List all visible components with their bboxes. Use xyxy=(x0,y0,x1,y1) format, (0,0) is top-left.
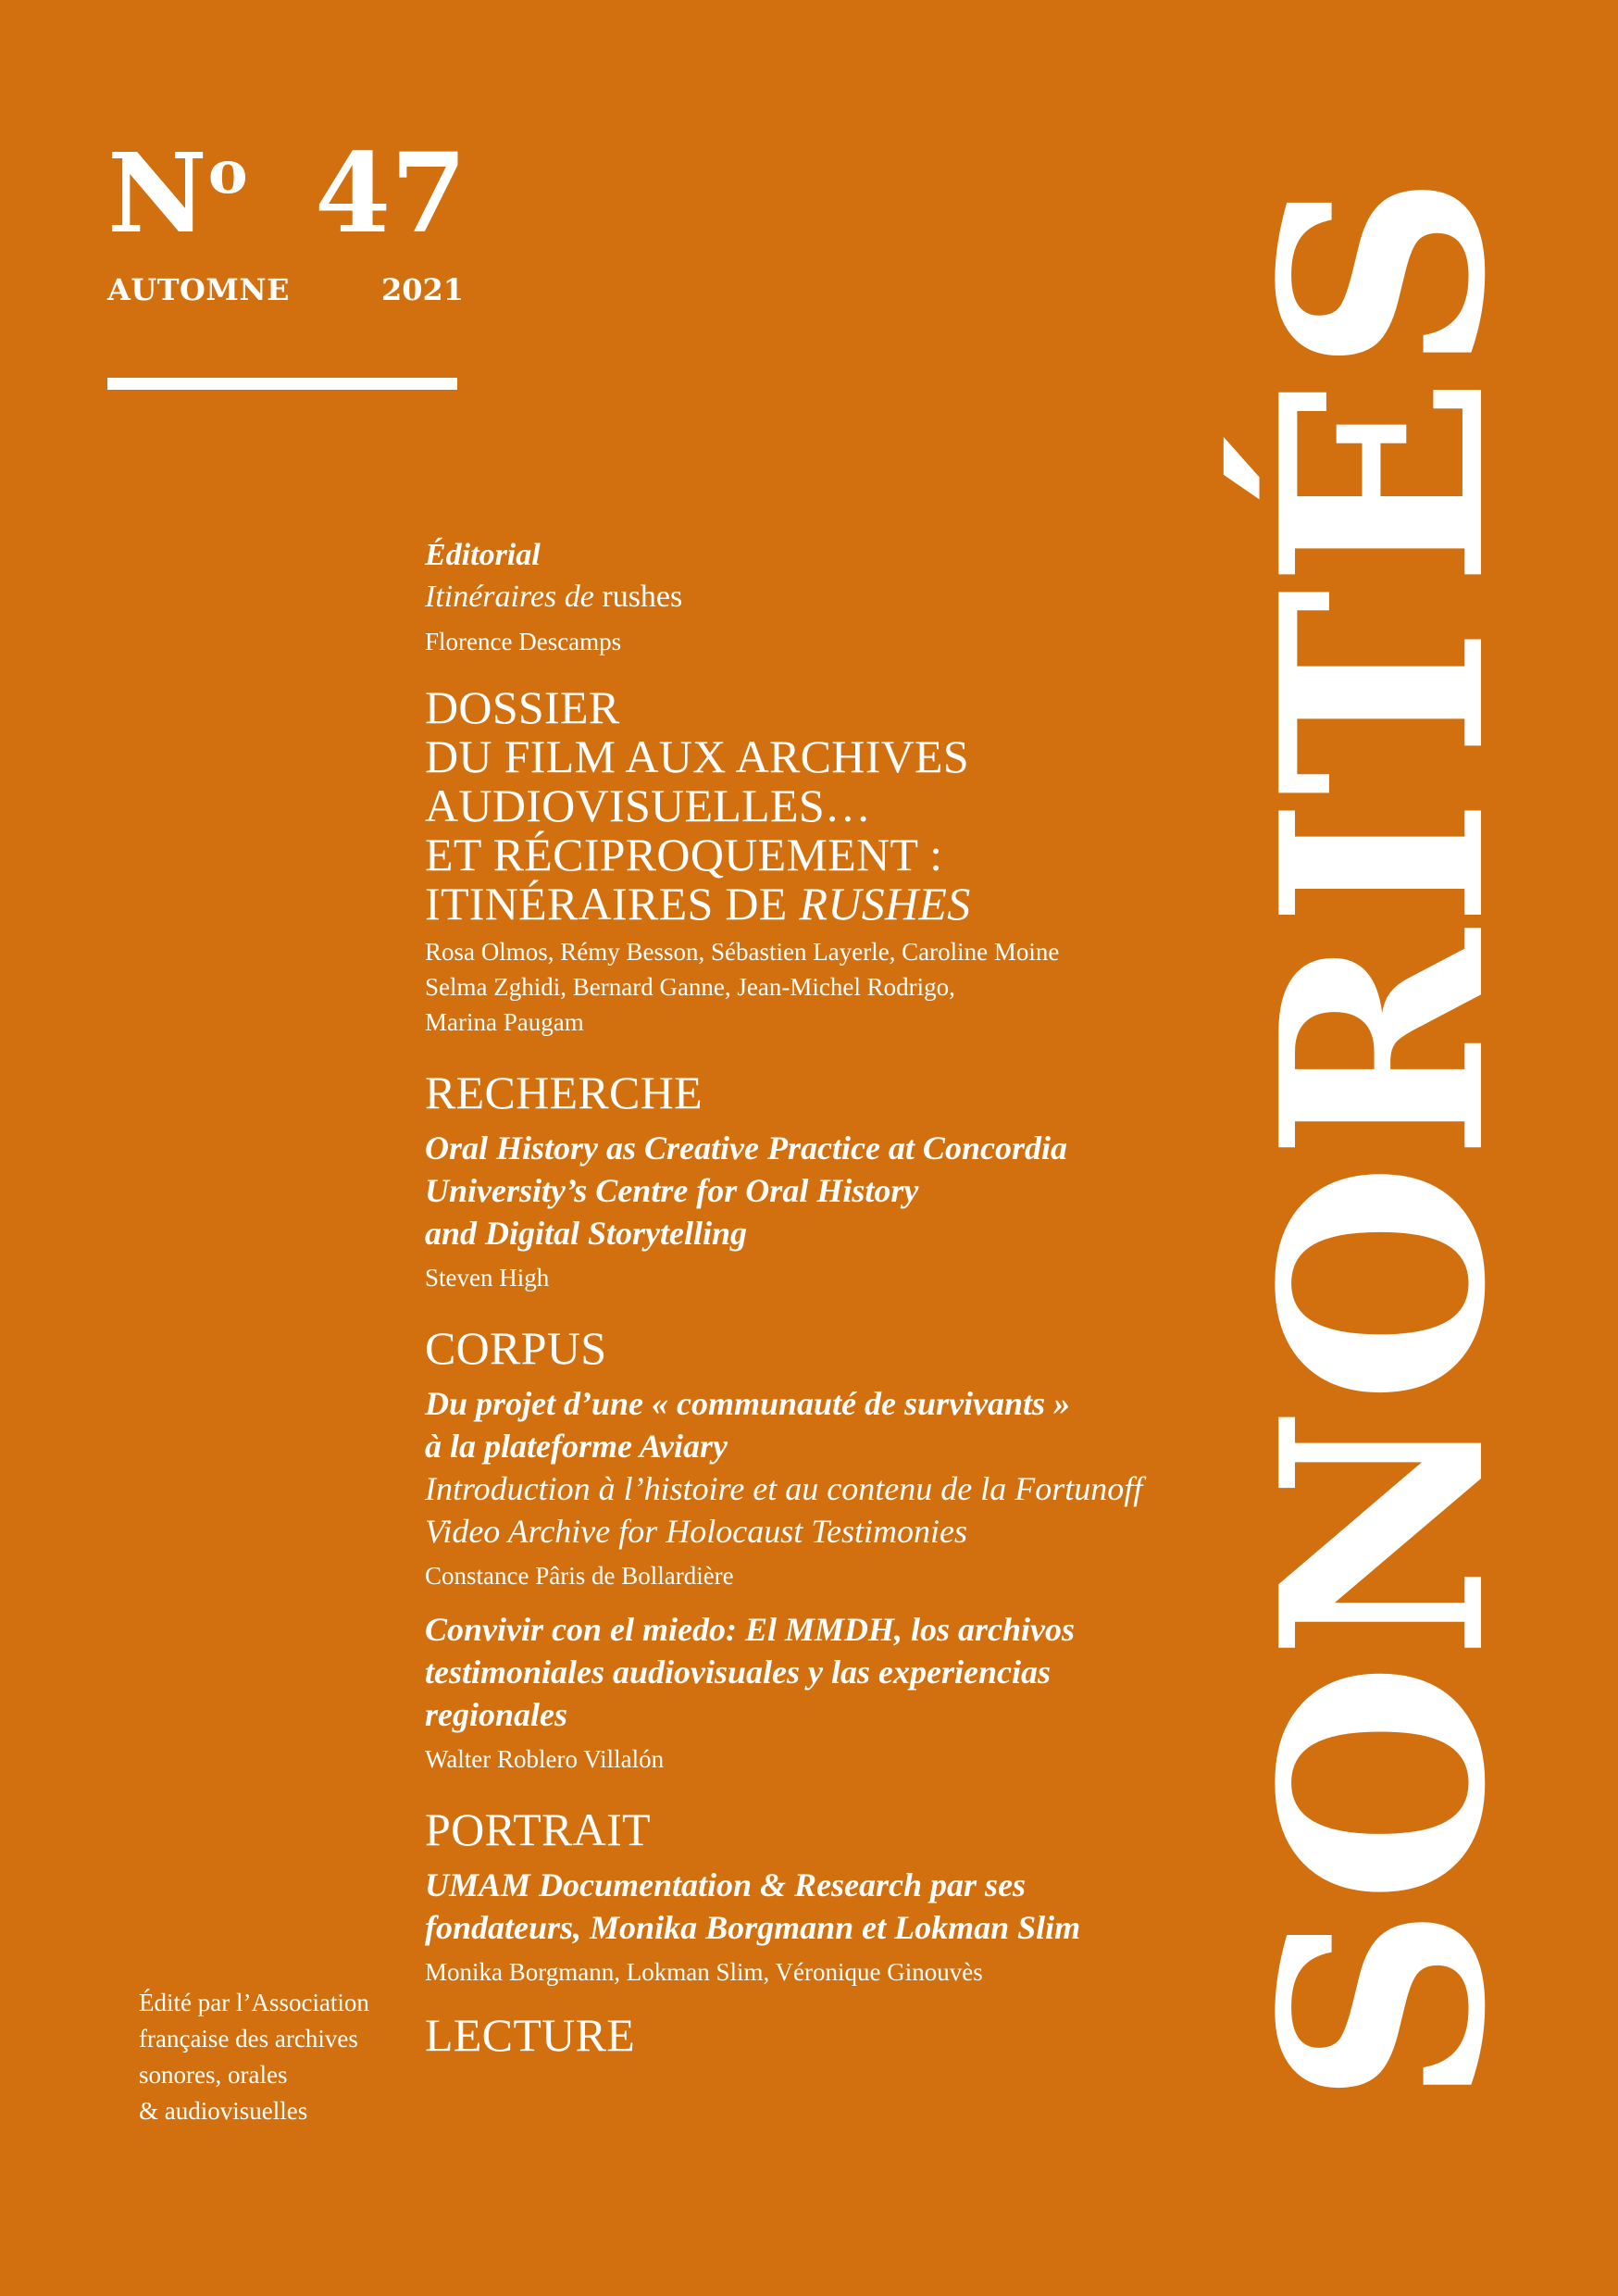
portrait-title-line: fondateurs, Monika Borgmann et Lokman Slim xyxy=(425,1909,1081,1946)
corpus-article1-title-line: Du projet d’une « communauté de survivants » xyxy=(425,1385,1071,1422)
dossier-title-line: AUDIOVISUELLES… xyxy=(425,780,872,831)
corpus-heading: CORPUS xyxy=(425,1322,607,1374)
corpus-article1-subtitle-line: Video Archive for Holocaust Testimonies xyxy=(425,1513,967,1550)
corpus-article1-author: Constance Pâris de Bollardière xyxy=(425,1562,734,1590)
dossier-title-line: ITINÉRAIRES DE RUSHES xyxy=(425,878,971,930)
corpus-article2-title-line: testimoniales audiovisuales y las experiencias xyxy=(425,1653,1051,1691)
dossier-authors xyxy=(425,934,1184,1040)
portrait-author: Monika Borgmann, Lokman Slim, Véronique Ginouvès xyxy=(425,1958,983,1986)
section-dossier xyxy=(425,683,1184,1040)
recherche-author: Steven High xyxy=(425,1264,550,1292)
dossier-authors-line: Rosa Olmos, Rémy Besson, Sébastien Layerle, Caroline Moine xyxy=(425,938,1060,966)
editorial-subtitle: Itinéraires de rushes xyxy=(425,580,683,614)
section-portrait xyxy=(425,1804,1184,1990)
corpus-article2-title-line: Convivir con el miedo: El MMDH, los archivos xyxy=(425,1611,1075,1648)
section-corpus xyxy=(425,1323,1184,1777)
lecture-heading: LECTURE xyxy=(425,2009,636,2061)
recherche-title-line: University’s Centre for Oral History xyxy=(425,1172,919,1209)
portrait-heading: PORTRAIT xyxy=(425,1803,651,1855)
recherche-title-line: Oral History as Creative Practice at Concordia xyxy=(425,1129,1067,1167)
table-of-contents xyxy=(425,535,1184,2080)
issue-number-superscript: o xyxy=(207,138,247,207)
section-recherche xyxy=(425,1067,1184,1295)
publisher-note xyxy=(139,1985,417,2129)
dossier-title-line: DOSSIER xyxy=(425,681,620,733)
corpus-article1-subtitle-line: Introduction à l’histoire et au contenu de la Fortunoff xyxy=(425,1470,1143,1507)
issue-season: AUTOMNE xyxy=(107,272,290,307)
editorial-heading: Éditorial xyxy=(425,538,541,572)
corpus-article2-author: Walter Roblero Villalón xyxy=(425,1745,665,1773)
dossier-title-line: ET RÉCIPROQUEMENT : xyxy=(425,829,943,880)
corpus-article1-title-line: à la plateforme Aviary xyxy=(425,1428,728,1465)
publisher-line: sonores, orales xyxy=(139,2061,288,2089)
dossier-title-line: DU FILM AUX ARCHIVES xyxy=(425,730,970,782)
publisher-line: & audiovisuelles xyxy=(139,2097,308,2125)
issue-number-label: $N^o$ xyxy=(107,129,247,257)
dossier-authors-line: Marina Paugam xyxy=(425,1008,584,1036)
recherche-heading: RECHERCHE xyxy=(425,1067,703,1118)
corpus-article2-title-line: regionales xyxy=(425,1696,568,1733)
portrait-title-line: UMAM Documentation & Research par ses xyxy=(425,1866,1027,1903)
journal-title-area xyxy=(1220,111,1547,2166)
publisher-line: française des archives xyxy=(139,2025,358,2053)
recherche-title-line: and Digital Storytelling xyxy=(425,1215,748,1252)
journal-title: SONORITÉS xyxy=(1220,171,1547,2106)
issue-number: 47 xyxy=(315,129,467,257)
header-divider xyxy=(107,378,457,390)
issue-year: 2021 xyxy=(381,272,465,307)
section-editorial xyxy=(425,535,1184,659)
editorial-author: Florence Descamps xyxy=(425,628,622,655)
section-lecture xyxy=(425,2010,1184,2060)
dossier-authors-line: Selma Zghidi, Bernard Ganne, Jean-Michel Rodrigo, xyxy=(425,973,955,1001)
publisher-line: Édité par l’Association xyxy=(139,1989,369,2016)
